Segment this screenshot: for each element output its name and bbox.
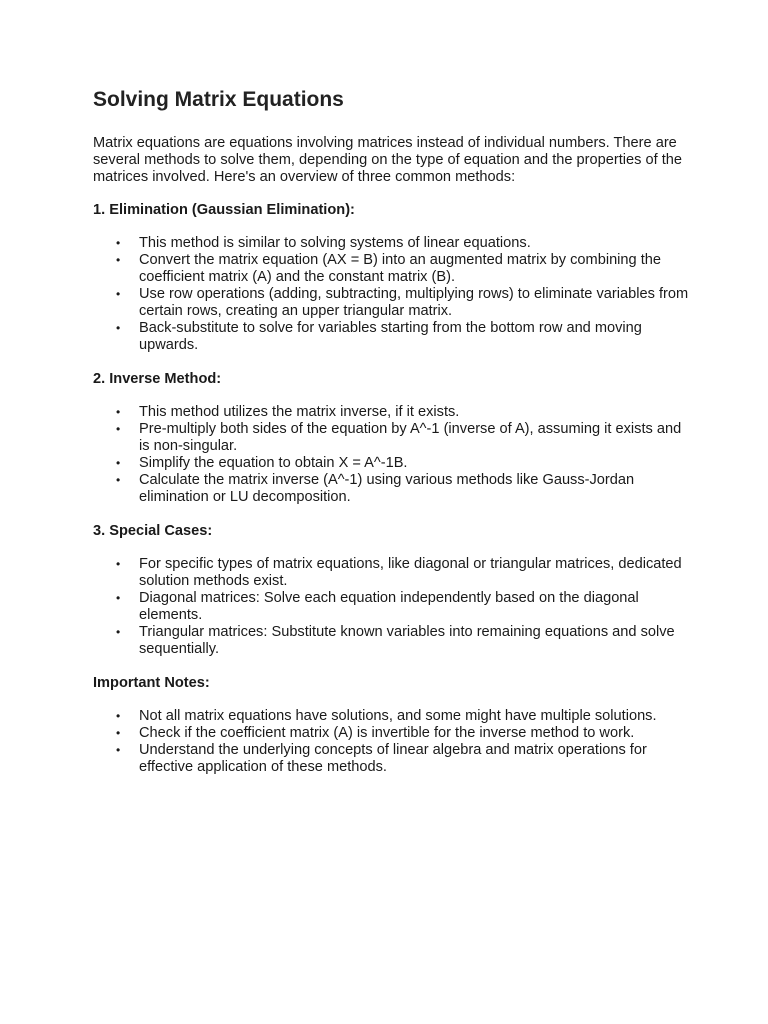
list-item [93,556,693,590]
section-heading: 3. Special Cases: [93,523,213,539]
section-important-notes [93,675,693,776]
bullet-icon: • [116,456,121,470]
list-item-text: Understand the underlying concepts of linear algebra and matrix operations for effective application of these methods. [139,742,647,775]
list-item-text: Back-substitute to solve for variables starting from the bottom row and moving upwards. [139,320,642,353]
list-item [93,725,693,742]
list-item-text: Simplify the equation to obtain X = A^-1B. [139,455,408,471]
list-item-text: Convert the matrix equation (AX = B) into an augmented matrix by combining the coefficient matrix (A) and the constant matrix (B). [139,252,661,285]
list-item-text: For specific types of matrix equations, like diagonal or triangular matrices, dedicated solution methods exist. [139,556,682,589]
list-item [93,404,693,421]
list-item [93,455,693,472]
section-heading: 1. Elimination (Gaussian Elimination): [93,202,355,218]
list-item [93,235,693,252]
section-heading: 2. Inverse Method: [93,371,222,387]
list-item [93,421,693,455]
list-item [93,590,693,624]
bullet-icon: • [116,473,121,487]
bullet-icon: • [116,405,121,419]
page-title: Solving Matrix Equations [93,88,344,111]
list-item-text: Calculate the matrix inverse (A^-1) using various methods like Gauss-Jordan elimination or LU decomposition. [139,472,635,505]
section-heading: Important Notes: [93,675,210,691]
list-item [93,286,693,320]
bullet-icon: • [116,321,121,335]
bullet-icon: • [116,287,121,301]
document-page [93,86,693,793]
list-item [93,472,693,506]
bullet-list [93,708,693,776]
list-item-text: Use row operations (adding, subtracting, multiplying rows) to eliminate variables from certain rows, creating an upper triangular matrix. [139,286,689,319]
list-item-text: This method is similar to solving systems of linear equations. [139,235,531,251]
list-item [93,320,693,354]
list-item-text: Check if the coefficient matrix (A) is invertible for the inverse method to work. [139,725,635,741]
bullet-icon: • [116,422,121,436]
bullet-icon: • [116,236,121,250]
list-item-text: Triangular matrices: Substitute known variables into remaining equations and solve sequentially. [139,624,675,657]
intro-paragraph: Matrix equations are equations involving matrices instead of individual numbers. There are several methods to solve them, depending on the type of equation and the properties of the matrices involved. Here's an overview of three common methods: [93,135,683,185]
bullet-icon: • [116,253,121,267]
list-item-text: This method utilizes the matrix inverse, if it exists. [139,404,460,420]
bullet-list [93,556,693,658]
list-item-text: Pre-multiply both sides of the equation by A^-1 (inverse of A), assuming it exists and is non-singular. [139,421,682,454]
bullet-icon: • [116,591,121,605]
bullet-icon: • [116,625,121,639]
list-item [93,708,693,725]
bullet-icon: • [116,709,121,723]
bullet-icon: • [116,743,121,757]
section-special-cases [93,523,693,658]
list-item [93,742,693,776]
bullet-icon: • [116,726,121,740]
list-item-text: Diagonal matrices: Solve each equation independently based on the diagonal elements. [139,590,639,623]
section-elimination [93,202,693,354]
bullet-icon: • [116,557,121,571]
list-item [93,252,693,286]
bullet-list [93,404,693,506]
bullet-list [93,235,693,354]
section-inverse-method [93,371,693,506]
list-item [93,624,693,658]
list-item-text: Not all matrix equations have solutions, and some might have multiple solutions. [139,708,657,724]
